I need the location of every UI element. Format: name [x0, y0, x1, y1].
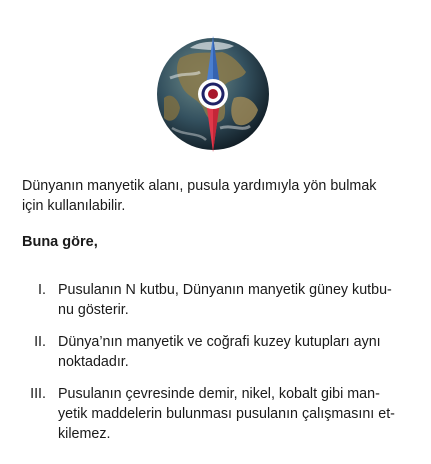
statement-number: I.	[38, 282, 46, 298]
statement-text	[58, 384, 414, 444]
question-lead: Buna göre,	[22, 234, 98, 250]
statement-line: Pusulanın çevresinde demir, nikel, kobalt gibi man-	[58, 386, 380, 402]
statement-text	[58, 280, 414, 320]
intro-line: Dünyanın manyetik alanı, pusula yardımıyla yön bulmak	[22, 178, 377, 194]
statement-line: Pusulanın N kutbu, Dünyanın manyetik güney kutbu-	[58, 282, 392, 298]
statement-number: III.	[30, 386, 46, 402]
statement-line: noktadadır.	[58, 354, 129, 370]
intro-paragraph	[22, 176, 417, 216]
globe-compass-illustration	[150, 28, 276, 158]
statement-line: yetik maddelerin bulunması pusulanın çalışmasını et-	[58, 406, 395, 422]
compass-hub-icon	[198, 79, 228, 109]
statement-line: nu gösterir.	[58, 302, 129, 318]
statement-line: Dünya’nın manyetik ve coğrafi kuzey kutupları aynı	[58, 334, 381, 350]
statement-text	[58, 332, 414, 372]
intro-line: için kullanılabilir.	[22, 198, 126, 214]
statement-number: II.	[34, 334, 46, 350]
statement-line: kilemez.	[58, 426, 111, 442]
